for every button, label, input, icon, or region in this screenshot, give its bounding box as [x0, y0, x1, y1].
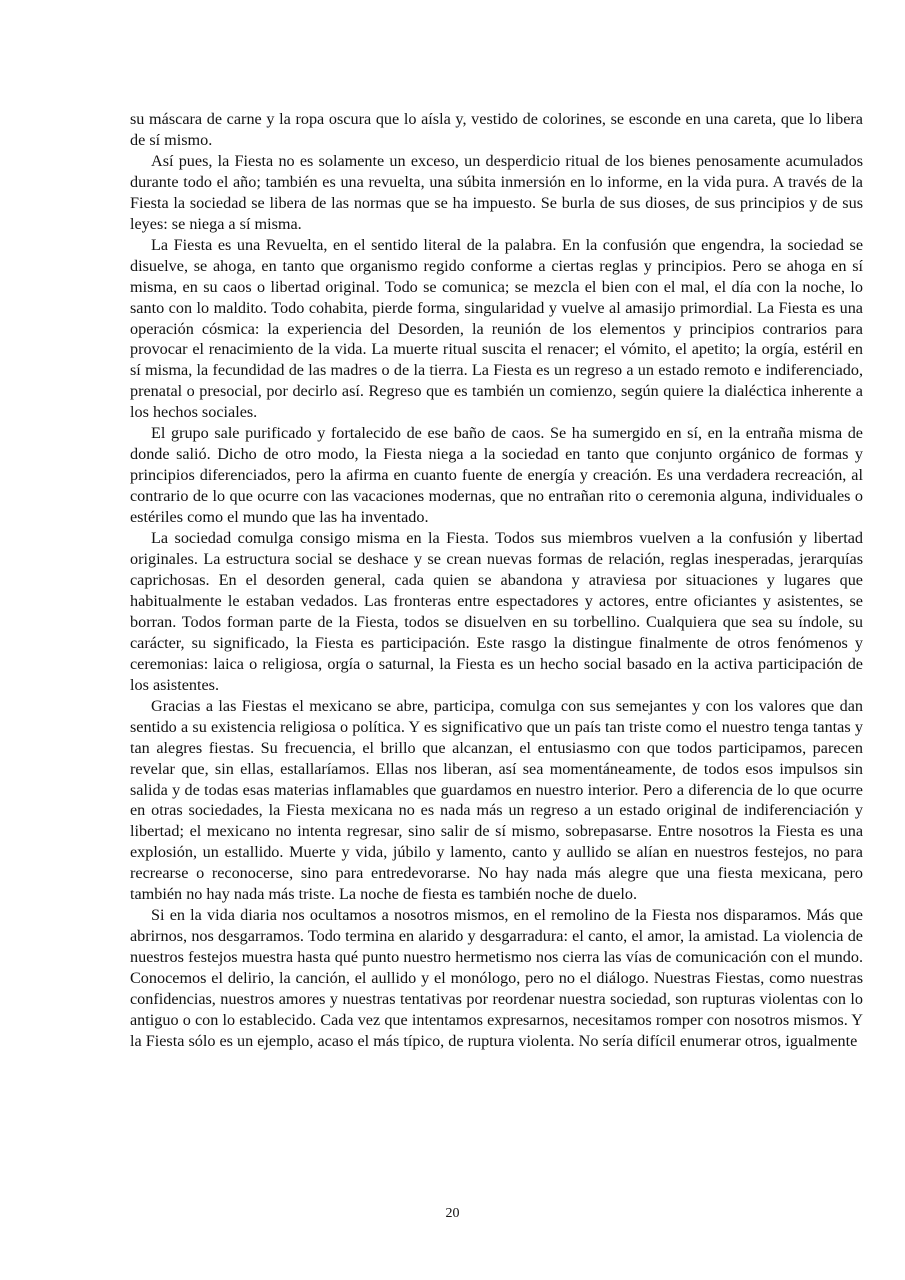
page-number: 20: [445, 1206, 460, 1221]
paragraph-fiesta-exceso: Así pues, la Fiesta no es solamente un exceso, un desperdicio ritual de los bienes penosamente acumulados durante todo el año; también es una revuelta, una súbita inmersión en lo informe, en la vida pura. A través de la Fiesta la sociedad se libera de las normas que se ha impuesto. Se burla de sus dioses, de sus principios y de sus leyes: se niega a sí misma.: [130, 151, 863, 233]
paragraph-grupo-purificado: El grupo sale purificado y fortalecido de ese baño de caos. Se ha sumergido en sí, en la entraña misma de donde salió. Dicho de otro modo, la Fiesta niega a la sociedad en tanto que conjunto orgánico de formas y principios diferenciados, pero la afirma en cuanto fuente de energía y creación. Es una verdadera recreación, al contrario de lo que ocurre con las vacaciones modernas, que no entrañan rito o ceremonia alguna, individuales o estériles como el mundo que las ha inventado.: [130, 424, 863, 527]
page-body: [130, 109, 863, 1052]
paragraph-fiestas-mexicano: Gracias a las Fiestas el mexicano se abre, participa, comulga con sus semejantes y con los valores que dan sentido a su existencia religiosa o política. Y es significativo que un país tan triste como el nuestro tenga tantas y tan alegres fiestas. Su frecuencia, el brillo que alcanzan, el entusiasmo con que todos participamos, parecen revelar que, sin ellas, estallaríamos. Ellas nos liberan, así sea momentáneamente, de todos esos impulsos sin salida y de todas esas materias inflamables que guardamos en nuestro interior. Pero a diferencia de lo que ocurre en otras sociedades, la Fiesta mexicana no es nada más un regreso a un estado original de indiferenciación y libertad; el mexicano no intenta regresar, sino salir de sí mismo, sobrepasarse. Entre nosotros la Fiesta es una explosión, un estallido. Muerte y vida, júbilo y lamento, canto y aullido se alían en nuestros festejos, no para recrearse o reconocerse, sino para entredevorarse. No hay nada más alegre que una fiesta mexicana, pero también no hay nada más triste. La noche de fiesta es también noche de duelo.: [130, 696, 863, 904]
paragraph-continuation: su máscara de carne y la ropa oscura que lo aísla y, vestido de colorines, se esconde en una careta, que lo libera de sí mismo.: [130, 110, 863, 149]
paragraph-fiesta-revuelta: La Fiesta es una Revuelta, en el sentido literal de la palabra. En la confusión que engendra, la sociedad se disuelve, se ahoga, en tanto que organismo regido conforme a ciertas reglas y principios. Pero se ahoga en sí misma, en su caos o libertad original. Todo se comunica; se mezcla el bien con el mal, el día con la noche, lo santo con lo maldito. Todo cohabita, pierde forma, singularidad y vuelve al amasijo primordial. La Fiesta es una operación cósmica: la experiencia del Desorden, la reunión de los elementos y principios contrarios para provocar el renacimiento de la vida. La muerte ritual suscita el renacer; el vómito, el apetito; la orgía, estéril en sí misma, la fecundidad de las madres o de la tierra. La Fiesta es un regreso a un estado remoto e indiferenciado, prenatal o presocial, por decirlo así. Regreso que es también un comienzo, según quiere la dialéctica inherente a los hechos sociales.: [130, 235, 863, 422]
paragraph-sociedad-comulga: La sociedad comulga consigo misma en la Fiesta. Todos sus miembros vuelven a la confusión y libertad originales. La estructura social se deshace y se crean nuevas formas de relación, reglas inesperadas, jerarquías caprichosas. En el desorden general, cada quien se abandona y atraviesa por situaciones y lugares que habitualmente le estaban vedados. Las fronteras entre espectadores y actores, entre oficiantes y asistentes, se borran. Todos forman parte de la Fiesta, todos se disuelven en su torbellino. Cualquiera que sea su índole, su carácter, su significado, la Fiesta es participación. Este rasgo la distingue finalmente de otros fenómenos y ceremonias: laica o religiosa, orgía o saturnal, la Fiesta es un hecho social basado en la activa participación de los asistentes.: [130, 529, 863, 694]
paragraph-vida-diaria: Si en la vida diaria nos ocultamos a nosotros mismos, en el remolino de la Fiesta nos disparamos. Más que abrirnos, nos desgarramos. Todo termina en alarido y desgarradura: el canto, el amor, la amistad. La violencia de nuestros festejos muestra hasta qué punto nuestro hermetismo nos cierra las vías de comunicación con el mundo. Conocemos el delirio, la canción, el aullido y el monólogo, pero no el diálogo. Nuestras Fiestas, como nuestras confidencias, nuestros amores y nuestras tentativas por reordenar nuestra sociedad, son rupturas violentas con lo antiguo o con lo establecido. Cada vez que intentamos expresarnos, necesitamos romper con nosotros mismos. Y la Fiesta sólo es un ejemplo, acaso el más típico, de ruptura violenta. No sería difícil enumerar otros, igualmente: [130, 906, 863, 1050]
